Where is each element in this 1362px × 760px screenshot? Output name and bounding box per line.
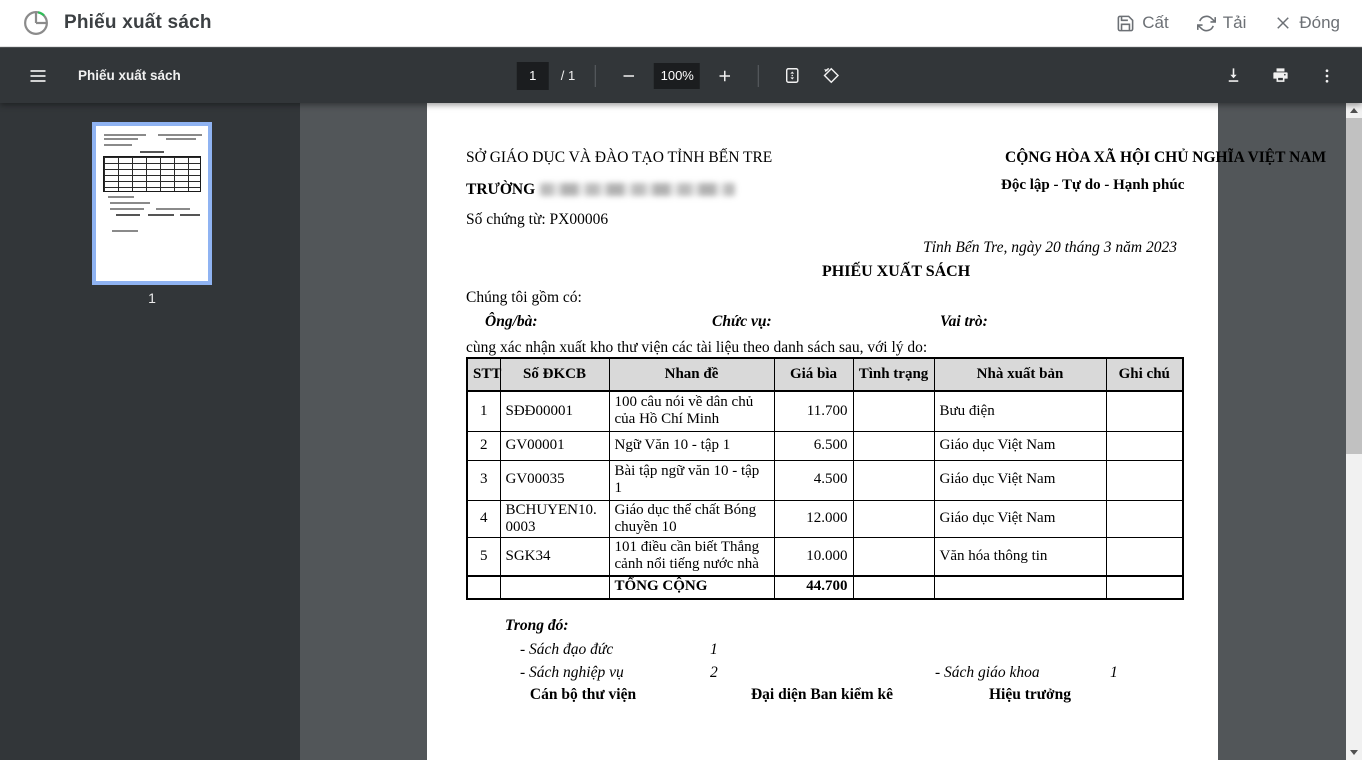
- page-number-input[interactable]: [517, 62, 549, 90]
- window-title: Phiếu xuất sách: [64, 12, 212, 33]
- thumb-line: [158, 134, 202, 136]
- cell-stt: 1: [467, 391, 500, 431]
- thumb-line: [140, 151, 164, 153]
- thumb-line: [166, 138, 196, 140]
- cell-dkcb: SĐĐ00001: [500, 391, 609, 431]
- summary-item-label: - Sách giáo khoa: [935, 664, 1040, 681]
- thumbnail-sidebar: [0, 103, 300, 760]
- cell-dkcb: GV00035: [500, 460, 609, 500]
- cell-empty: [934, 576, 1106, 599]
- total-label: TỔNG CỘNG: [609, 576, 774, 599]
- cell-empty: [500, 576, 609, 599]
- pdf-toolbar: [0, 48, 1362, 103]
- table-row: [467, 460, 1183, 500]
- summary-item-value: 1: [710, 641, 718, 658]
- cell-publisher: Văn hóa thông tin: [934, 538, 1106, 576]
- fit-to-page-icon: [783, 66, 802, 85]
- thumb-line: [110, 208, 144, 210]
- book-table: [466, 357, 1184, 600]
- zoom-level-display: 100%: [654, 63, 700, 89]
- cell-empty: [467, 576, 500, 599]
- pdf-content-area: [0, 103, 1362, 760]
- cell-title: Ngữ Văn 10 - tập 1: [609, 431, 774, 460]
- cell-title: 100 câu nói về dân chủ của Hồ Chí Minh: [609, 391, 774, 431]
- table-header-row: [467, 358, 1183, 391]
- cell-price: 11.700: [774, 391, 853, 431]
- page-count-label: / 1: [560, 68, 576, 83]
- zoom-in-button[interactable]: [712, 63, 738, 89]
- cell-empty: [853, 576, 934, 599]
- cell-title: 101 điều cần biết Thắng cảnh nổi tiếng nước nhà: [609, 538, 774, 576]
- national-header: CỘNG HÒA XÃ HỘI CHỦ NGHĨA VIỆT NAM: [1005, 149, 1327, 166]
- scroll-up-button[interactable]: [1346, 103, 1362, 118]
- close-button[interactable]: [1274, 13, 1340, 33]
- thumb-line: [108, 196, 134, 198]
- cell-status: [853, 460, 934, 500]
- date-line: Tỉnh Bến Tre, ngày 20 tháng 3 năm 2023: [923, 239, 1177, 256]
- cell-dkcb: GV00001: [500, 431, 609, 460]
- thumb-line: [110, 202, 150, 204]
- rotate-button[interactable]: [818, 62, 845, 89]
- cell-title: Bài tập ngữ văn 10 - tập 1: [609, 460, 774, 500]
- summary-item-value: 1: [1110, 664, 1118, 681]
- summary-heading: Trong đó:: [505, 617, 569, 634]
- reason-line: cùng xác nhận xuất kho thư viện các tài liệu theo danh sách sau, với lý do:: [466, 339, 928, 356]
- pie-chart-icon: [22, 9, 50, 37]
- scrollbar-thumb[interactable]: [1346, 118, 1362, 454]
- person-name-field: Ông/bà:: [485, 313, 538, 330]
- col-header-price: Giá bìa: [774, 358, 853, 391]
- col-header-note: Ghi chú: [1106, 358, 1183, 391]
- cell-stt: 5: [467, 538, 500, 576]
- table-row: [467, 538, 1183, 576]
- thumb-line: [104, 138, 138, 140]
- close-button-label: Đóng: [1299, 13, 1340, 32]
- table-row: [467, 431, 1183, 460]
- download-icon: [1224, 66, 1243, 85]
- document-title: PHIẾU XUẤT SÁCH: [822, 263, 971, 280]
- rotate-icon: [822, 66, 841, 85]
- thumb-line: [148, 214, 174, 216]
- plus-icon: [716, 67, 734, 85]
- reload-button[interactable]: [1197, 13, 1247, 33]
- refresh-icon: [1197, 14, 1216, 33]
- toolbar-divider: [595, 65, 596, 87]
- pdf-center-controls: [517, 62, 845, 90]
- download-button[interactable]: [1220, 62, 1247, 89]
- thumb-line: [156, 208, 190, 210]
- cell-stt: 2: [467, 431, 500, 460]
- save-button-label: Cất: [1142, 13, 1169, 32]
- cell-note: [1106, 431, 1183, 460]
- cell-note: [1106, 460, 1183, 500]
- minus-icon: [620, 67, 638, 85]
- page-thumbnail[interactable]: [92, 122, 212, 285]
- cell-stt: 4: [467, 500, 500, 538]
- save-button[interactable]: [1116, 13, 1168, 33]
- toolbar-divider: [758, 65, 759, 87]
- thumb-line: [180, 214, 200, 216]
- print-button[interactable]: [1267, 62, 1294, 89]
- redacted-school-name: [540, 183, 735, 196]
- app-bar-actions: [1116, 13, 1340, 33]
- col-header-title: Nhan đề: [609, 358, 774, 391]
- document-viewer: [300, 103, 1346, 760]
- org-name-line: SỞ GIÁO DỤC VÀ ĐÀO TẠO TỈNH BẾN TRE: [466, 149, 773, 166]
- total-value: 44.700: [774, 576, 853, 599]
- cell-publisher: Bưu điện: [934, 391, 1106, 431]
- thumb-line: [104, 144, 132, 146]
- thumb-line: [104, 134, 146, 136]
- cell-price: 4.500: [774, 460, 853, 500]
- cell-status: [853, 538, 934, 576]
- cell-note: [1106, 500, 1183, 538]
- cell-title: Giáo dục thể chất Bóng chuyền 10: [609, 500, 774, 538]
- table-total-row: [467, 576, 1183, 599]
- cell-note: [1106, 391, 1183, 431]
- close-x-icon: [1274, 14, 1292, 32]
- reload-button-label: Tải: [1222, 13, 1247, 32]
- pdf-doc-title: Phiếu xuất sách: [78, 68, 181, 83]
- person-position-field: Chức vụ:: [712, 313, 772, 330]
- cell-stt: 3: [467, 460, 500, 500]
- summary-item-value: 2: [710, 664, 718, 681]
- col-header-stt: STT: [467, 358, 500, 391]
- intro-line: Chúng tôi gồm có:: [466, 289, 582, 306]
- cell-publisher: Giáo dục Việt Nam: [934, 500, 1106, 538]
- cell-price: 12.000: [774, 500, 853, 538]
- app-bar: [0, 0, 1362, 47]
- more-options-button[interactable]: [1314, 63, 1340, 89]
- cell-publisher: Giáo dục Việt Nam: [934, 431, 1106, 460]
- col-header-publisher: Nhà xuất bản: [934, 358, 1106, 391]
- col-header-status: Tình trạng: [853, 358, 934, 391]
- thumb-line: [116, 214, 140, 216]
- zoom-out-button[interactable]: [616, 63, 642, 89]
- signature-principal: Hiệu trưởng: [988, 686, 1072, 703]
- doc-number: Số chứng từ: PX00006: [466, 211, 609, 228]
- cell-note: [1106, 538, 1183, 576]
- table-row: [467, 500, 1183, 538]
- national-motto: Độc lập - Tự do - Hạnh phúc: [1001, 177, 1185, 193]
- scroll-down-arrow-icon: [1350, 750, 1358, 755]
- signature-librarian: Cán bộ thư viện: [529, 686, 637, 703]
- thumb-line: [112, 230, 138, 232]
- summary-item-label: - Sách đạo đức: [520, 641, 614, 658]
- cell-dkcb: SGK34: [500, 538, 609, 576]
- sidebar-menu-button[interactable]: [24, 62, 52, 90]
- fit-to-page-button[interactable]: [779, 62, 806, 89]
- save-floppy-icon: [1116, 14, 1135, 33]
- signature-inventory-board: Đại diện Ban kiểm kê: [750, 686, 894, 703]
- cell-price: 10.000: [774, 538, 853, 576]
- thumb-table: [103, 156, 201, 192]
- cell-status: [853, 431, 934, 460]
- cell-status: [853, 391, 934, 431]
- more-vertical-icon: [1318, 67, 1336, 85]
- scroll-down-button[interactable]: [1346, 745, 1362, 760]
- pdf-right-controls: [1220, 62, 1362, 89]
- table-row: [467, 391, 1183, 431]
- thumbnail-page-number: 1: [148, 290, 156, 306]
- vertical-scrollbar[interactable]: [1346, 103, 1362, 760]
- cell-publisher: Giáo dục Việt Nam: [934, 460, 1106, 500]
- scroll-up-arrow-icon: [1350, 108, 1358, 113]
- cell-empty: [1106, 576, 1183, 599]
- hamburger-icon: [28, 66, 48, 86]
- person-role-field: Vai trò:: [940, 313, 988, 330]
- cell-price: 6.500: [774, 431, 853, 460]
- col-header-dkcb: Số ĐKCB: [500, 358, 609, 391]
- summary-item-label: - Sách nghiệp vụ: [520, 664, 624, 681]
- cell-dkcb: BCHUYEN10.0003: [500, 500, 609, 538]
- print-icon: [1271, 66, 1290, 85]
- school-label: TRƯỜNG: [466, 181, 536, 198]
- cell-status: [853, 500, 934, 538]
- document-page: [427, 103, 1327, 760]
